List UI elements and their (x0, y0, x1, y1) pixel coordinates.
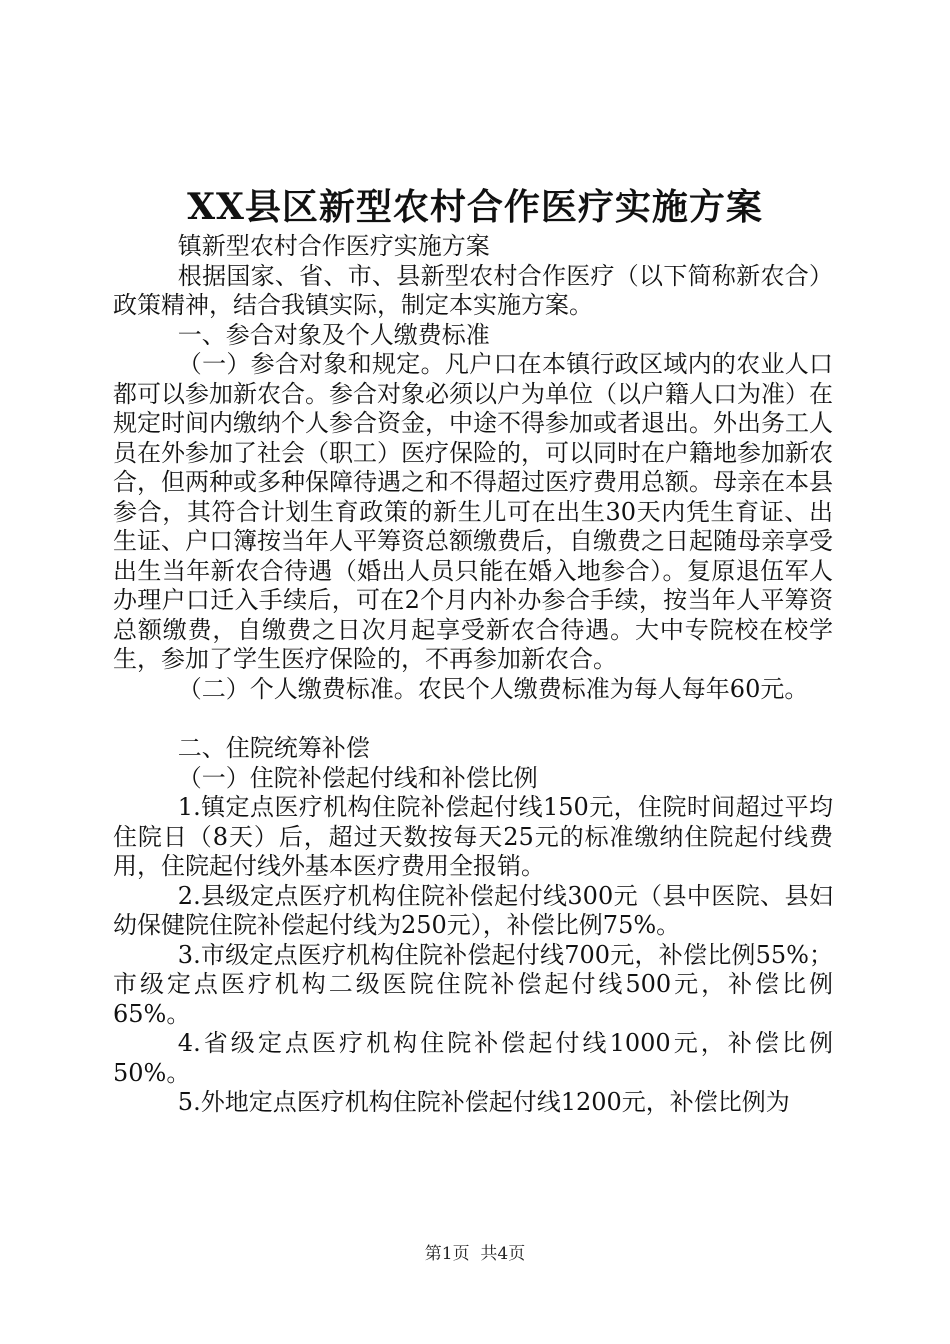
section-heading: 二、住院统筹补偿 (177, 734, 370, 762)
document-title: XX县区新型农村合作医疗实施方案 (187, 186, 763, 228)
list-item: 1.镇定点医疗机构住院补偿起付线150元，住院时间超过平均住院日（8天）后，超过天数按每天25元的标准缴纳住院起付线费用，住院起付线外基本医疗费用全报销。 (113, 793, 833, 880)
paragraph-gap (113, 704, 833, 734)
body-paragraph: （二）个人缴费标准。农民个人缴费标准为每人每年60元。 (177, 674, 809, 703)
document-body (113, 232, 833, 1118)
page-number: 第1页 (424, 1244, 470, 1264)
body-paragraph: （一）参合对象和规定。凡户口在本镇行政区域内的农业人口都可以参加新农合。参合对象必须以户为单位（以户籍人口为准）在规定时间内缴纳个人参合资金，中途不得参加或者退出。外出务工人员在外参加了社会（职工）医疗保险的，可以同时在户籍地参加新农合，但两种或多种保障待遇之和不得超过医疗费用总额。母亲在本县参合，其符合计划生育政策的新生儿可在出生30天内凭生育证、出生证、户口簿按当年人平筹资总额缴费后，自缴费之日起随母亲享受出生当年新农合待遇（婚出人员只能在婚入地参合）。复原退伍军人办理户口迁入手续后，可在2个月内补办参合手续，按当年人平筹资总额缴费，自缴费之日次月起享受新农合待遇。大中专院校在校学生，参加了学生医疗保险的，不再参加新农合。 (113, 350, 833, 673)
page-footer (0, 1243, 950, 1265)
list-item: 3.市级定点医疗机构住院补偿起付线700元，补偿比例55%；市级定点医疗机构二级医院住院补偿起付线500元，补偿比例65%。 (113, 940, 833, 1028)
page-total: 共4页 (480, 1244, 526, 1264)
subtitle-paragraph: 镇新型农村合作医疗实施方案 (177, 232, 490, 260)
list-item: 4.省级定点医疗机构住院补偿起付线1000元，补偿比例50%。 (113, 1029, 833, 1087)
list-item: 5.外地定点医疗机构住院补偿起付线1200元，补偿比例为 (177, 1088, 790, 1116)
subsection-heading: （一）住院补偿起付线和补偿比例 (177, 763, 538, 792)
intro-paragraph: 根据国家、省、市、县新型农村合作医疗（以下简称新农合）政策精神，结合我镇实际，制定本实施方案。 (113, 261, 833, 319)
list-item: 2.县级定点医疗机构住院补偿起付线300元（县中医院、县妇幼保健院住院补偿起付线为250元），补偿比例75%。 (113, 881, 833, 939)
section-heading: 一、参合对象及个人缴费标准 (177, 320, 490, 349)
